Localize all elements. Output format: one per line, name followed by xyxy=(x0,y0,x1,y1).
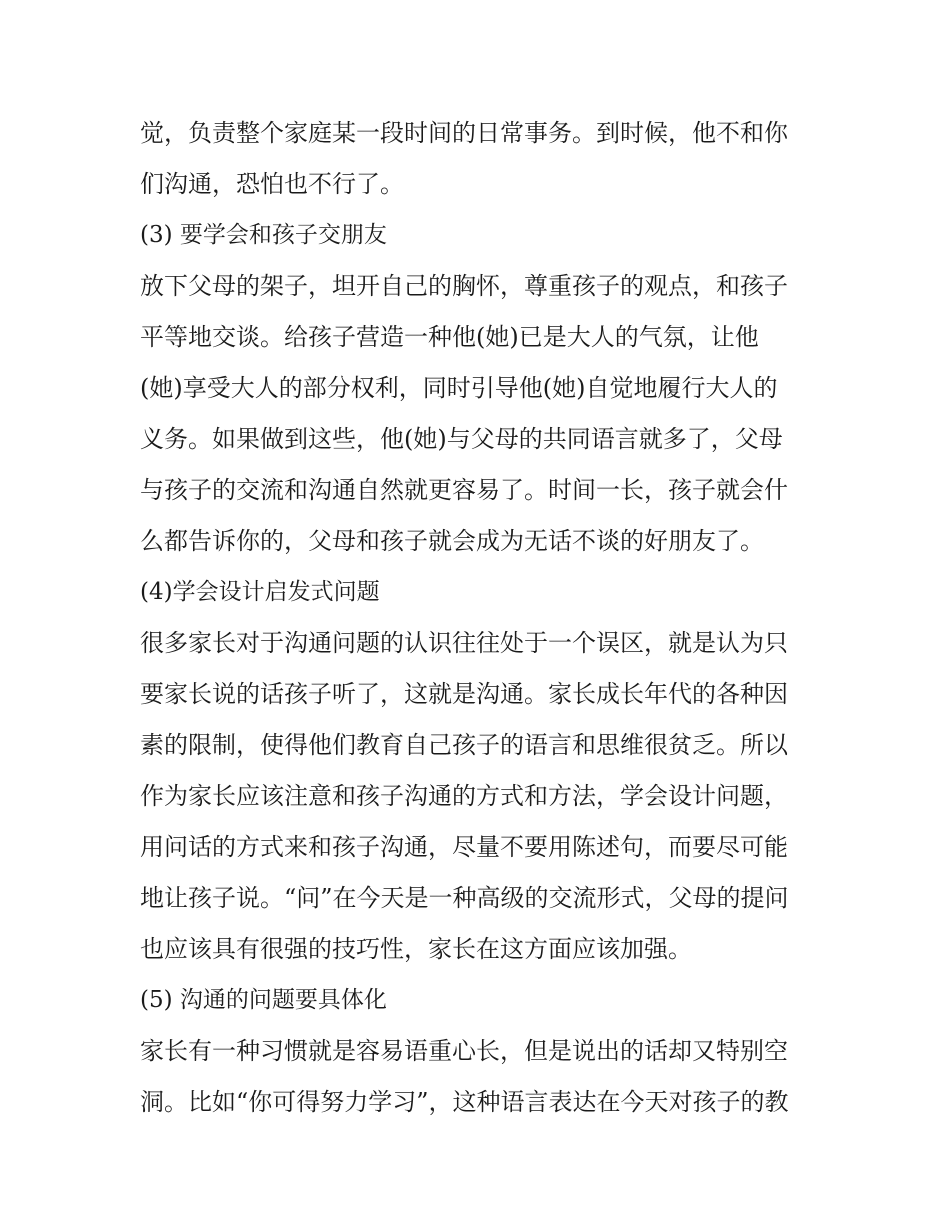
paragraph-line: 觉，负责整个家庭某一段时间的日常事务。到时候，他不和你 xyxy=(140,119,788,147)
paragraph-line: (她)享受大人的部分权利，同时引导他(她)自觉地履行大人的 xyxy=(140,374,778,402)
paragraph-line: 也应该具有很强的技巧性，家长在这方面应该加强。 xyxy=(140,935,692,963)
paragraph-line: 要家长说的话孩子听了，这就是沟通。家长成长年代的各种因 xyxy=(140,680,788,708)
paragraph-line: 地让孩子说。“问”在今天是一种高级的交流形式，父母的提问 xyxy=(140,884,789,912)
document-page xyxy=(140,108,820,1128)
paragraph-line: 放下父母的架子，坦开自己的胸怀，尊重孩子的观点，和孩子 xyxy=(140,272,788,300)
paragraph-line: 与孩子的交流和沟通自然就更容易了。时间一长，孩子就会什 xyxy=(140,476,788,504)
paragraph-line: 用问话的方式来和孩子沟通，尽量不要用陈述句，而要尽可能 xyxy=(140,833,788,861)
paragraph-line: 洞。比如“你可得努力学习”，这种语言表达在今天对孩子的教 xyxy=(140,1088,789,1116)
section-heading-5: (5) 沟通的问题要具体化 xyxy=(140,987,387,1013)
paragraph-line: 作为家长应该注意和孩子沟通的方式和方法，学会设计问题， xyxy=(140,782,788,810)
paragraph-line: 素的限制，使得他们教育自己孩子的语言和思维很贫乏。所以 xyxy=(140,731,788,759)
paragraph-line: 义务。如果做到这些，他(她)与父母的共同语言就多了，父母 xyxy=(140,425,783,453)
paragraph-line: 很多家长对于沟通问题的认识往往处于一个误区，就是认为只 xyxy=(140,629,788,657)
section-heading-3: (3) 要学会和孩子交朋友 xyxy=(140,222,387,248)
paragraph-line: 家长有一种习惯就是容易语重心长，但是说出的话却又特别空 xyxy=(140,1037,788,1065)
paragraph-line: 平等地交谈。给孩子营造一种他(她)已是大人的气氛，让他 xyxy=(140,323,759,351)
paragraph-line: 们沟通，恐怕也不行了。 xyxy=(140,170,404,198)
paragraph-line: 么都告诉你的，父母和孩子就会成为无话不谈的好朋友了。 xyxy=(140,527,764,555)
section-heading-4: (4)学会设计启发式问题 xyxy=(140,579,380,605)
